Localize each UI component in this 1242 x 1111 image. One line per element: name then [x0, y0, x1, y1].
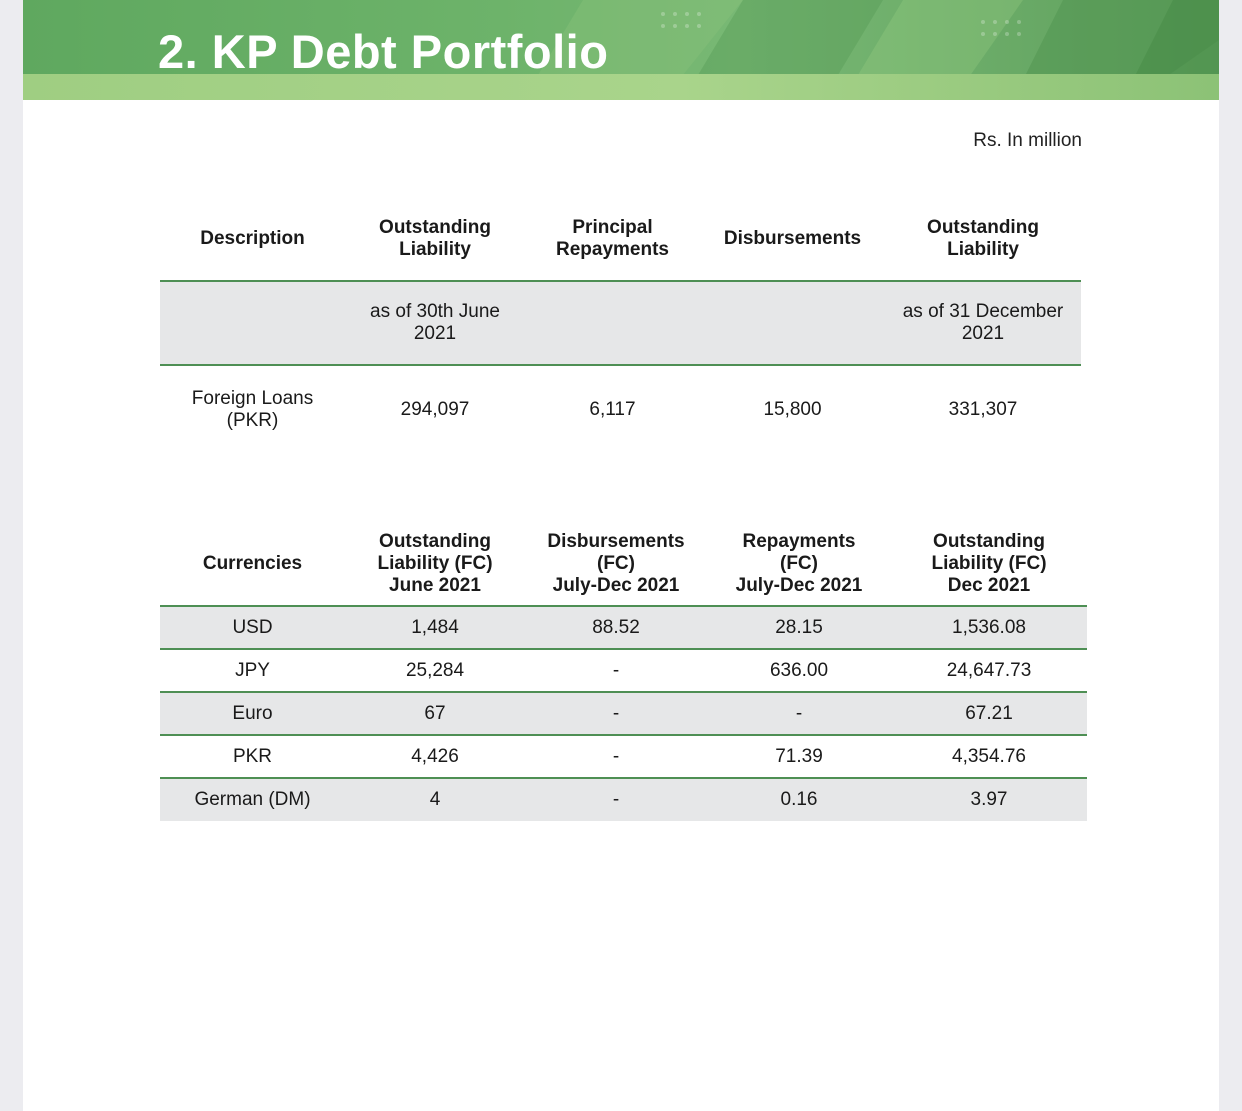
currency-col-header: Outstanding Liability (FC) June 2021 — [345, 522, 525, 606]
table-row — [160, 606, 1087, 649]
table-cell: Foreign Loans (PKR) — [191, 387, 314, 431]
table-cell: German (DM) — [194, 789, 311, 810]
currency-col-header: Repayments (FC) July-Dec 2021 — [707, 522, 891, 606]
document-page — [23, 0, 1219, 1111]
table-cell: 4,354.76 — [891, 735, 1087, 778]
date-cell — [700, 281, 885, 365]
title-banner — [23, 0, 1219, 100]
table-cell: 0.16 — [780, 789, 818, 810]
date-cell — [160, 281, 345, 365]
portfolio-col-header: Outstanding Liability — [885, 197, 1081, 281]
table-cell: 4 — [429, 789, 441, 810]
unit-note: Rs. In million — [973, 130, 1082, 151]
table-cell: 4,426 — [345, 735, 525, 778]
portfolio-header-row — [160, 197, 1081, 281]
date-cell: as of 31 December 2021 — [885, 281, 1081, 365]
table-cell: 294,097 — [400, 398, 470, 420]
currency-col-header: Currencies — [160, 522, 345, 606]
table-cell: - — [707, 692, 891, 735]
table-cell: 15,800 — [763, 398, 822, 420]
table-row — [160, 778, 1087, 821]
table-cell: JPY — [160, 649, 345, 692]
table-cell: 25,284 — [345, 649, 525, 692]
table-cell: 67.21 — [891, 692, 1087, 735]
currency-col-header: Disbursements (FC) July-Dec 2021 — [525, 522, 707, 606]
portfolio-date-row — [160, 281, 1081, 365]
currency-table — [160, 522, 1087, 821]
table-row — [160, 649, 1087, 692]
table-cell: 3.97 — [970, 789, 1008, 810]
table-cell: PKR — [160, 735, 345, 778]
table-row — [160, 735, 1087, 778]
currency-col-header: Outstanding Liability (FC) Dec 2021 — [891, 522, 1087, 606]
table-cell: 331,307 — [948, 398, 1018, 420]
table-cell: 1,536.08 — [891, 606, 1087, 649]
date-cell: as of 30th June 2021 — [345, 281, 525, 365]
table-cell: 24,647.73 — [891, 649, 1087, 692]
table-cell: 636.00 — [707, 649, 891, 692]
portfolio-col-header: Description — [160, 197, 345, 281]
table-cell: - — [525, 649, 707, 692]
table-cell: USD — [160, 606, 345, 649]
portfolio-col-header: Outstanding Liability — [345, 197, 525, 281]
portfolio-table — [160, 197, 1081, 453]
table-cell: 28.15 — [707, 606, 891, 649]
table-cell: - — [525, 692, 707, 735]
table-cell: 1,484 — [345, 606, 525, 649]
table-cell: 67 — [345, 692, 525, 735]
table-cell: - — [612, 789, 620, 810]
portfolio-col-header: Disbursements — [700, 197, 885, 281]
table-row — [160, 692, 1087, 735]
portfolio-col-header: Principal Repayments — [525, 197, 700, 281]
currency-header-row — [160, 522, 1087, 606]
table-cell: 71.39 — [707, 735, 891, 778]
table-cell: - — [525, 735, 707, 778]
page-title: 2. KP Debt Portfolio — [158, 25, 609, 78]
table-row — [160, 365, 1081, 453]
date-cell — [525, 281, 700, 365]
table-cell: 88.52 — [525, 606, 707, 649]
table-cell: 6,117 — [589, 398, 636, 420]
table-cell: Euro — [160, 692, 345, 735]
